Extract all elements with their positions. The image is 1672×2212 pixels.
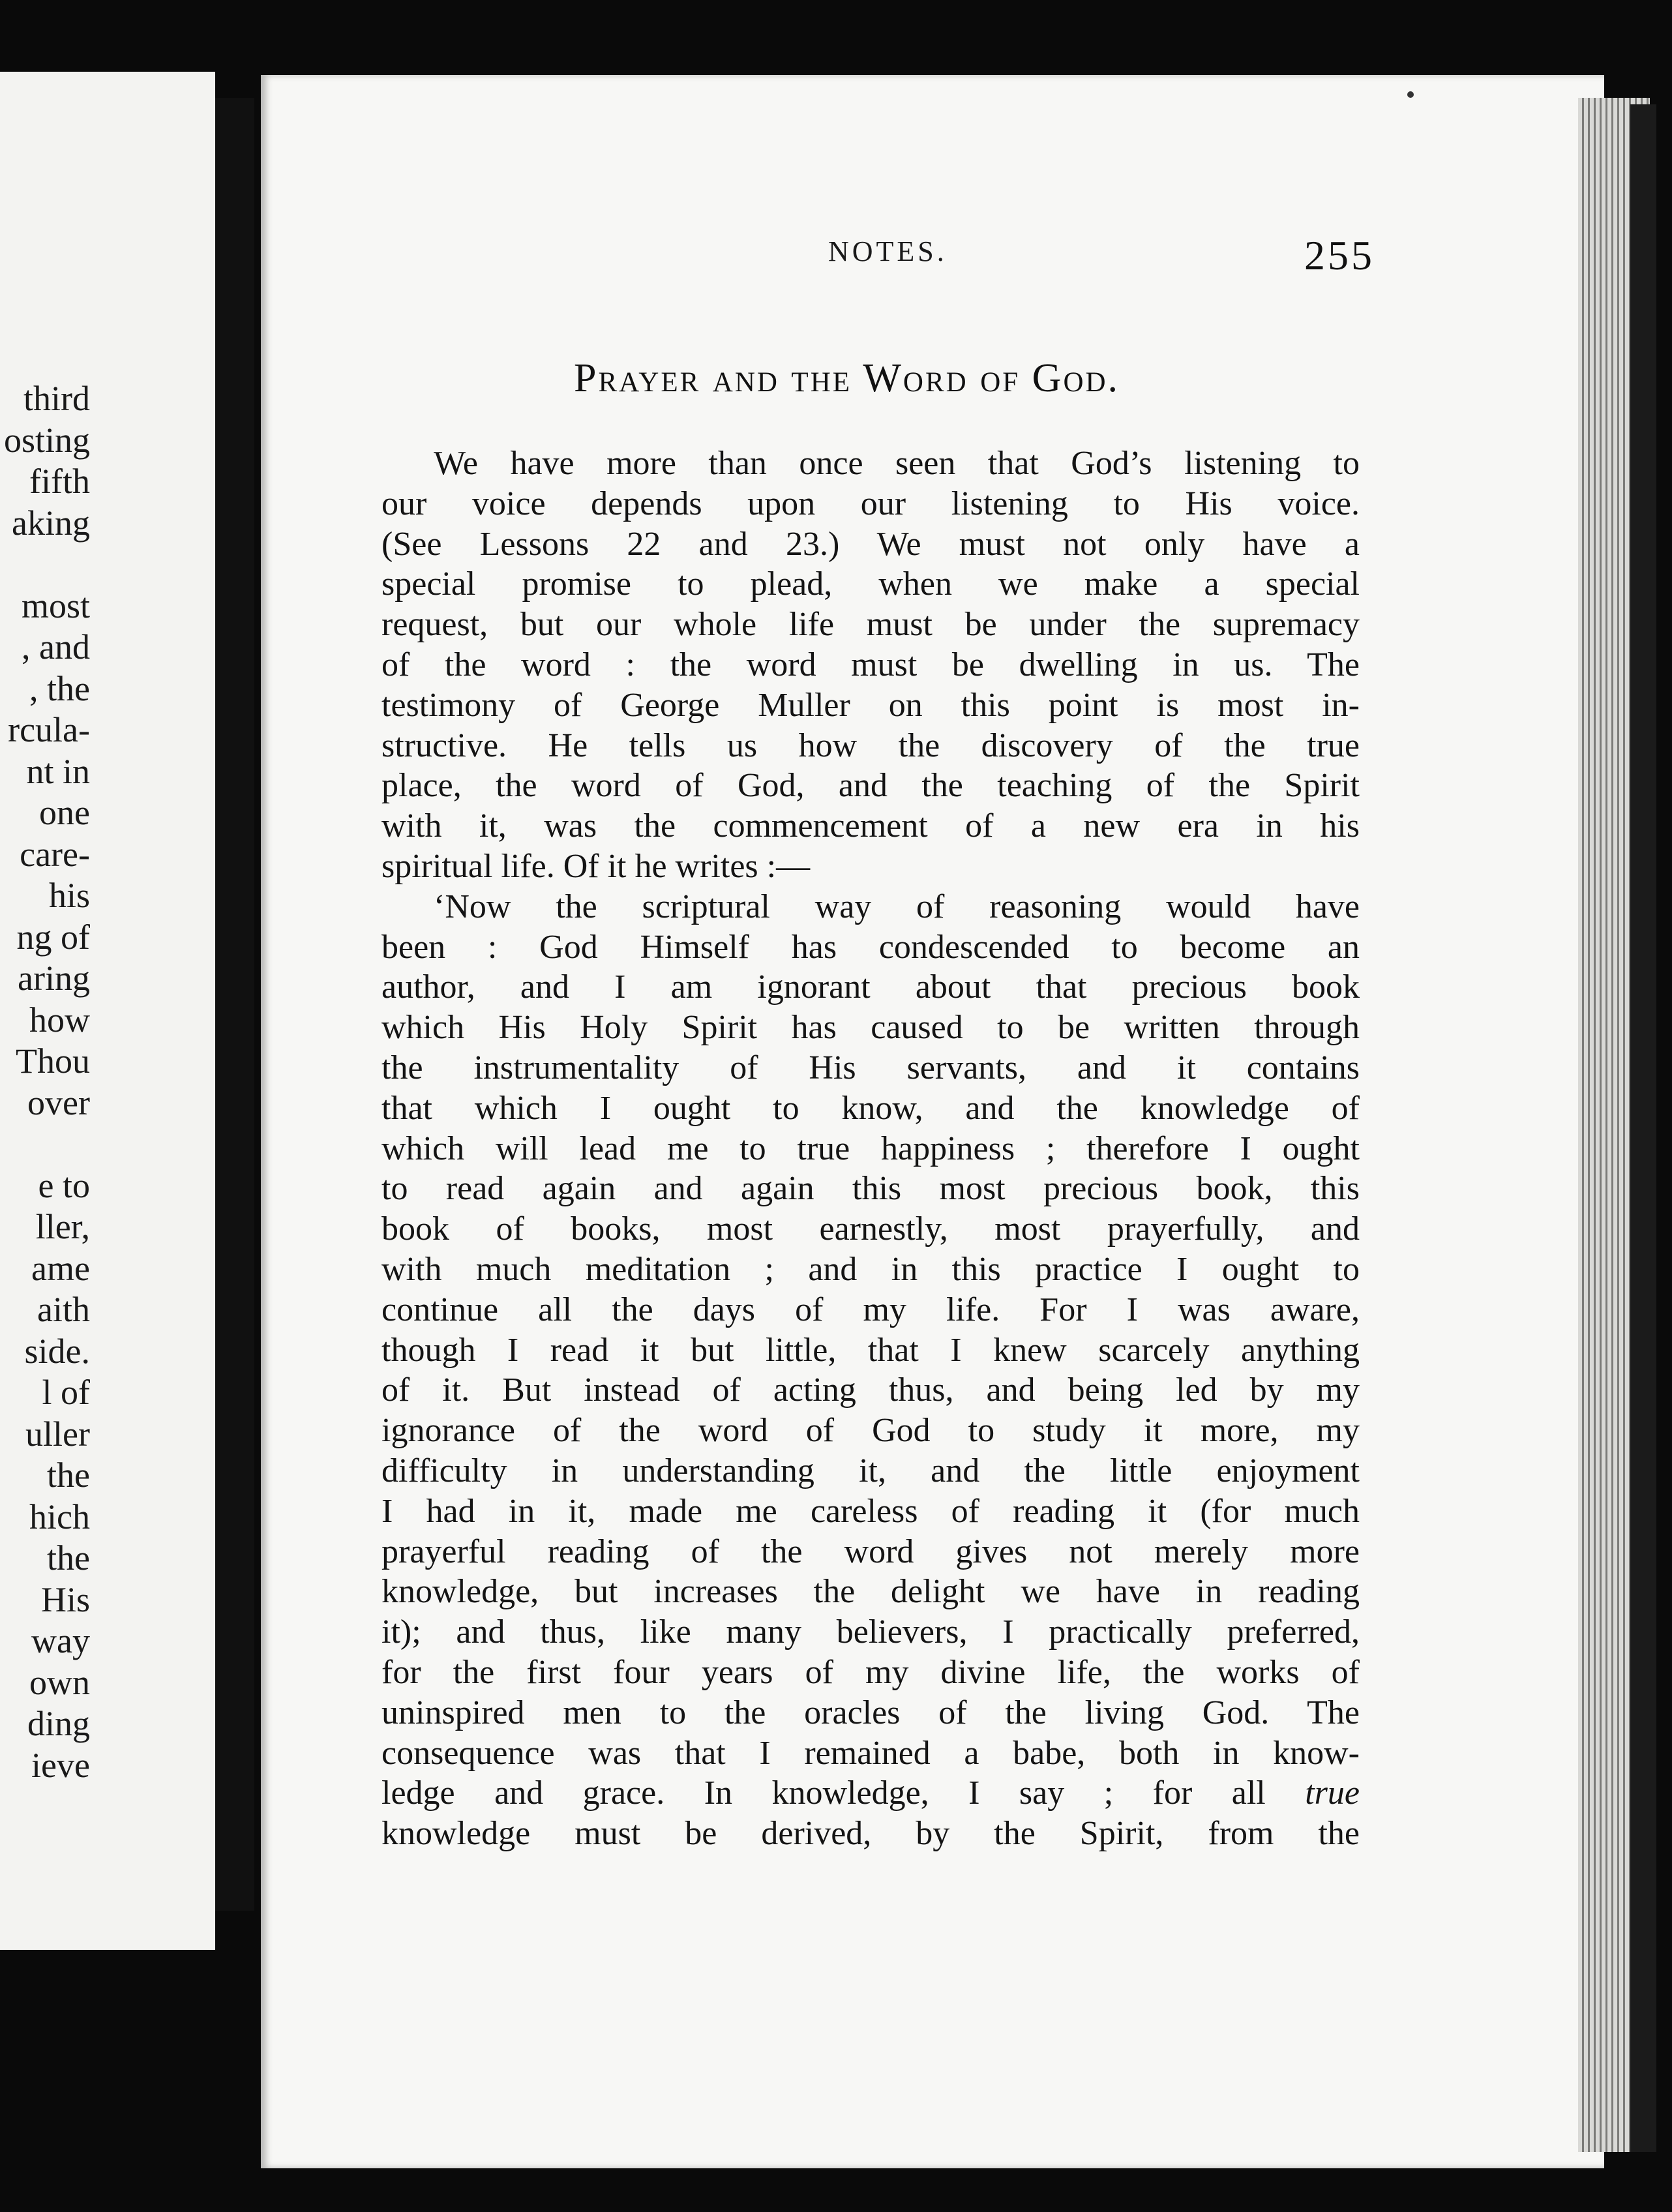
facing-page-line: rcula- xyxy=(8,710,90,749)
body-line-text: which will lead me to true happiness ; therefore I ought xyxy=(381,1129,1360,1167)
running-head: NOTES. xyxy=(828,235,948,267)
body-line xyxy=(381,443,1360,484)
facing-page-line: e to xyxy=(38,1165,90,1205)
facing-page-line: own xyxy=(29,1662,90,1702)
body-line xyxy=(381,1249,1360,1290)
body-line xyxy=(381,1290,1360,1330)
body-line xyxy=(381,1572,1360,1612)
facing-page-line: ng of xyxy=(16,917,90,957)
body-line xyxy=(381,564,1360,605)
facing-page-line: ller, xyxy=(35,1207,90,1246)
body-line xyxy=(381,1693,1360,1733)
body-line xyxy=(381,1451,1360,1491)
facing-page-line: osting xyxy=(3,420,90,460)
body-line xyxy=(381,1773,1360,1814)
body-line-text: special promise to plead, when we make a special xyxy=(381,565,1360,603)
facing-page-line: most xyxy=(21,586,90,625)
body-line xyxy=(381,1652,1360,1693)
body-line-text: of it. But instead of acting thus, and being led by my xyxy=(381,1371,1360,1409)
body-line-text: (See Lessons 22 and 23.) We must not only have a xyxy=(381,525,1360,563)
body-line-text: author, and I am ignorant about that precious book xyxy=(381,968,1360,1006)
dust-speck xyxy=(1407,91,1414,98)
body-line-text: for the first four years of my divine life, the works of xyxy=(381,1653,1360,1691)
body-line-text: with it, was the commencement of a new era in his xyxy=(381,807,1360,845)
facing-page-line: l of xyxy=(42,1373,90,1412)
facing-page-line: aking xyxy=(12,503,90,543)
italic-word: true xyxy=(1305,1774,1360,1812)
facing-page-line xyxy=(0,544,90,586)
body-line-text: place, the word of God, and the teaching of the Spirit xyxy=(381,767,1360,805)
page-number: 255 xyxy=(1304,232,1375,278)
facing-page-line: Thou xyxy=(16,1041,90,1081)
body-line-text: which His Holy Spirit has caused to be written through xyxy=(381,1009,1360,1047)
facing-page-line: aring xyxy=(18,959,90,998)
facing-page-line: , the xyxy=(29,668,90,708)
body-line xyxy=(381,605,1360,645)
body-line xyxy=(381,846,1360,887)
facing-page-line: the xyxy=(47,1538,90,1577)
body-line xyxy=(381,967,1360,1008)
body-line-text: continue all the days of my life. For I was aware, xyxy=(381,1291,1360,1328)
facing-page-line: one xyxy=(39,793,90,832)
body-line xyxy=(381,1330,1360,1371)
body-line xyxy=(381,1411,1360,1451)
body-line-text: knowledge must be derived, by the Spirit, from the xyxy=(381,1815,1360,1853)
body-line xyxy=(381,1008,1360,1048)
body-line xyxy=(381,524,1360,565)
facing-page-line: , and xyxy=(22,627,90,666)
body-line-text: of the word : the word must be dwelling in us. The xyxy=(381,646,1360,683)
facing-page-line: how xyxy=(29,1000,90,1039)
body-line xyxy=(381,1088,1360,1129)
facing-page-line: care- xyxy=(20,834,90,874)
body-line-text: book of books, most earnestly, most prayerfully, and xyxy=(381,1210,1360,1248)
body-line xyxy=(381,1532,1360,1572)
body-line-text: prayerful reading of the word gives not merely more xyxy=(381,1532,1360,1570)
facing-page-line: side. xyxy=(24,1331,90,1371)
facing-page-line: hich xyxy=(29,1497,90,1536)
facing-page-line: his xyxy=(48,876,90,915)
body-line xyxy=(381,484,1360,524)
facing-page-line: ieve xyxy=(31,1745,90,1785)
body-line xyxy=(381,766,1360,806)
facing-page-line: the xyxy=(47,1456,90,1495)
facing-page-line: nt in xyxy=(26,751,90,791)
body-line-text: though I read it but little, that I knew scarcely anything xyxy=(381,1331,1360,1369)
facing-page-line: way xyxy=(31,1621,90,1660)
body-line xyxy=(381,645,1360,685)
body-line-text: request, but our whole life must be under the supremacy xyxy=(381,606,1360,644)
facing-page-line: over xyxy=(27,1083,90,1122)
facing-page-line: aith xyxy=(37,1290,90,1329)
facing-page-line xyxy=(0,1124,90,1165)
facing-page-line: fifth xyxy=(29,462,90,501)
body-line-text: uninspired men to the oracles of the living God. The xyxy=(381,1694,1360,1731)
body-line xyxy=(381,806,1360,846)
body-line xyxy=(381,927,1360,968)
facing-page-line: third xyxy=(23,379,90,418)
section-title: Prayer and the Word of God. xyxy=(574,356,1120,400)
body-line xyxy=(381,726,1360,766)
body-line-text: testimony of George Muller on this point is most in- xyxy=(381,686,1360,724)
body-line-text: ledge and grace. In knowledge, I say ; for all xyxy=(381,1774,1266,1812)
body-line xyxy=(381,1370,1360,1411)
body-line-text: I had in it, made me careless of reading it (for much xyxy=(381,1492,1360,1530)
book-cover-edge xyxy=(1630,104,1656,2152)
facing-page-text xyxy=(0,378,90,1786)
body-line-text: knowledge, but increases the delight we have in reading xyxy=(381,1573,1360,1611)
body-line xyxy=(381,1209,1360,1249)
body-line xyxy=(381,1491,1360,1532)
body-line-text: spiritual life. Of it he writes :— xyxy=(381,847,811,885)
body-line-text: been : God Himself has condescended to become an xyxy=(381,928,1360,966)
body-line-text: ‘Now the scriptural way of reasoning would have xyxy=(434,888,1360,925)
body-line xyxy=(381,1048,1360,1088)
body-line-text: our voice depends upon our listening to His voice. xyxy=(381,485,1360,522)
body-line-text: to read again and again this most precious book, this xyxy=(381,1170,1360,1208)
body-line xyxy=(381,1733,1360,1774)
body-line-text: consequence was that I remained a babe, both in know- xyxy=(381,1734,1360,1772)
body-line xyxy=(381,1612,1360,1652)
body-line-text: with much meditation ; and in this practice I ought to xyxy=(381,1250,1360,1288)
body-line-text: ignorance of the word of God to study it more, my xyxy=(381,1412,1360,1450)
body-line xyxy=(381,1814,1360,1854)
facing-page-line: ding xyxy=(27,1704,90,1743)
body-line-text: We have more than once seen that God’s listening to xyxy=(434,445,1360,482)
body-line xyxy=(381,685,1360,726)
body-line xyxy=(381,887,1360,927)
facing-page-line: uller xyxy=(25,1414,90,1454)
body-line xyxy=(381,1169,1360,1209)
body-line-text: difficulty in understanding it, and the little enjoyment xyxy=(381,1452,1360,1489)
body-line xyxy=(381,1129,1360,1169)
facing-page xyxy=(0,72,215,1950)
body-line-text: that which I ought to know, and the knowledge of xyxy=(381,1089,1360,1127)
facing-page-line: His xyxy=(40,1579,90,1619)
body-line-text: it); and thus, like many believers, I practically preferred, xyxy=(381,1613,1360,1651)
body-line-text: structive. He tells us how the discovery of the true xyxy=(381,726,1360,764)
book-gutter xyxy=(215,98,254,1911)
body-line-text: the instrumentality of His servants, and it contains xyxy=(381,1049,1360,1086)
facing-page-line: ame xyxy=(31,1248,90,1288)
body-text xyxy=(381,443,1360,1854)
